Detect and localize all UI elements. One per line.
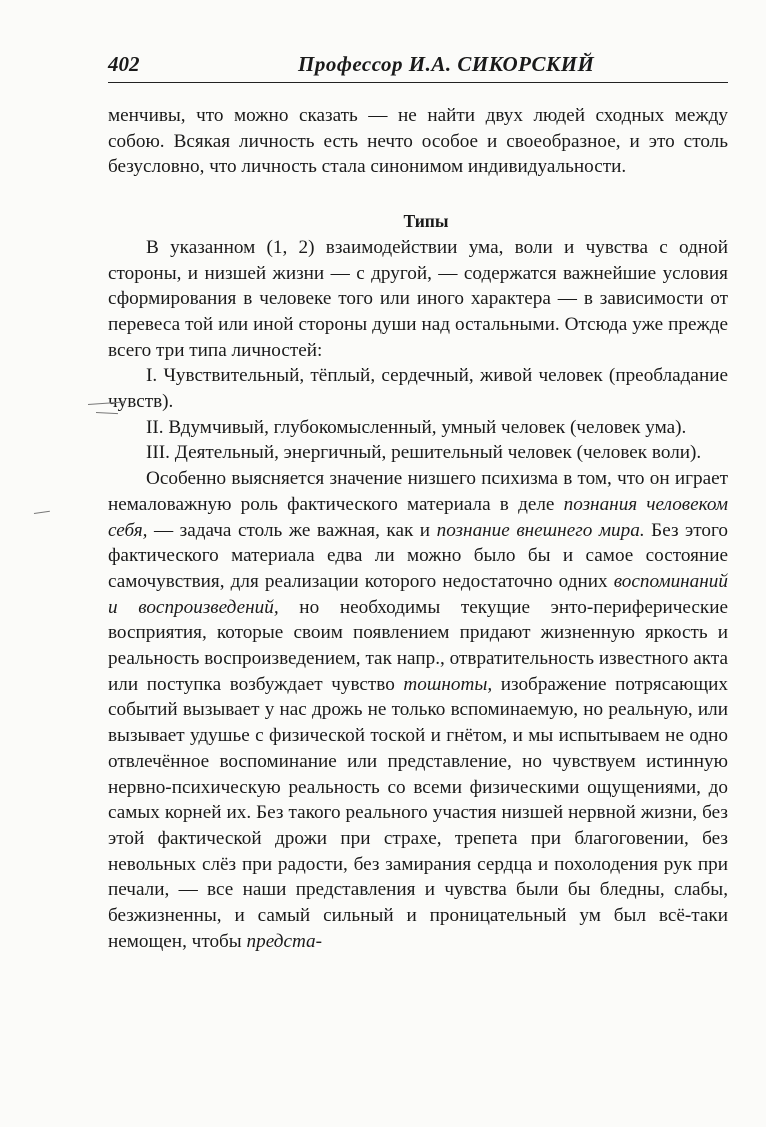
type-item-3: III. Деятельный, энергичный, решительный человек (человек воли). <box>146 442 702 464</box>
pencil-mark <box>34 511 50 514</box>
italic-run: познания человеком себя, <box>108 493 728 541</box>
italic-run: познание внешнего мира. <box>436 519 645 541</box>
section-heading: Типы <box>403 211 449 232</box>
italic-run: предста- <box>246 930 323 952</box>
type-item-2: II. Вдумчивый, глубокомысленный, умный человек (человек ума). <box>146 416 687 438</box>
section-gap <box>108 180 728 209</box>
text-run: Особенно выясняется значение низшего психизма в том, что он играет немаловажную роль фактического материала в деле <box>108 468 728 515</box>
page-header <box>108 48 732 80</box>
page-body <box>108 103 728 955</box>
paragraph-continuation: менчивы, что можно сказать — не найти двух людей сходных между собою. Всякая личность есть нечто особое и своеобразное, и это столь безусловно, что личность стала синонимом индивидуальности. <box>108 105 728 178</box>
text-run: но необходимы текущие энто-периферические восприятия, которые своим появлением придают жизненную яркость и реальность воспроизведением, так напр., отвратительность известного акта или поступка возбуждает чувство <box>108 596 728 695</box>
book-page <box>108 48 732 952</box>
running-title: Профессор И.А. СИКОРСКИЙ <box>298 52 595 76</box>
header-rule <box>108 82 728 83</box>
text-run: Без этого фактического материала едва ли можно было бы и самое состояние самочувствия, для реализации которого недостаточно одних <box>108 519 729 592</box>
text-run: изображение потрясающих событий вызывает у нас дрожь не только вспоминаемую, но реальную, или вызывает удушье с физической тоской и гнётом, и мы испытываем не одно отвлечённое воспоминание или представление, но чувствуем истинную нервно-психическую реальность со всеми физическими ощущениями, до самых корней их. Без такого реального участия низшей нервной жизни, без этой фактической дрожи при страхе, трепета при благоговении, без невольных слёз при радости, без замирания сердца и похолодения рук при печали, — все наши представления и чувства были бы бледны, слабы, безжизненны, и самый сильный и проницательный ум был всё-таки немощен, чтобы <box>108 673 728 952</box>
pencil-mark <box>96 412 118 414</box>
italic-run: тошноты, <box>403 673 493 695</box>
text-run: — задача столь же важная, как и <box>147 519 437 541</box>
italic-run: воспоминаний и воспроизведений, <box>108 570 728 618</box>
type-item-1: I. Чувствительный, тёплый, сердечный, живой человек (преобладание чувств). <box>108 365 728 413</box>
paragraph-types-intro: В указанном (1, 2) взаимодействии ума, воли и чувства с одной стороны, и низшей жизни — с другой, — содержатся важнейшие условия сформирования в человеке того или иного характера — в зависимости от перевеса той или иной стороны души над остальными. Отсюда уже прежде всего три типа личностей: <box>108 236 728 361</box>
page-number: 402 <box>108 52 140 76</box>
paragraph-lower-psychism <box>108 466 728 954</box>
